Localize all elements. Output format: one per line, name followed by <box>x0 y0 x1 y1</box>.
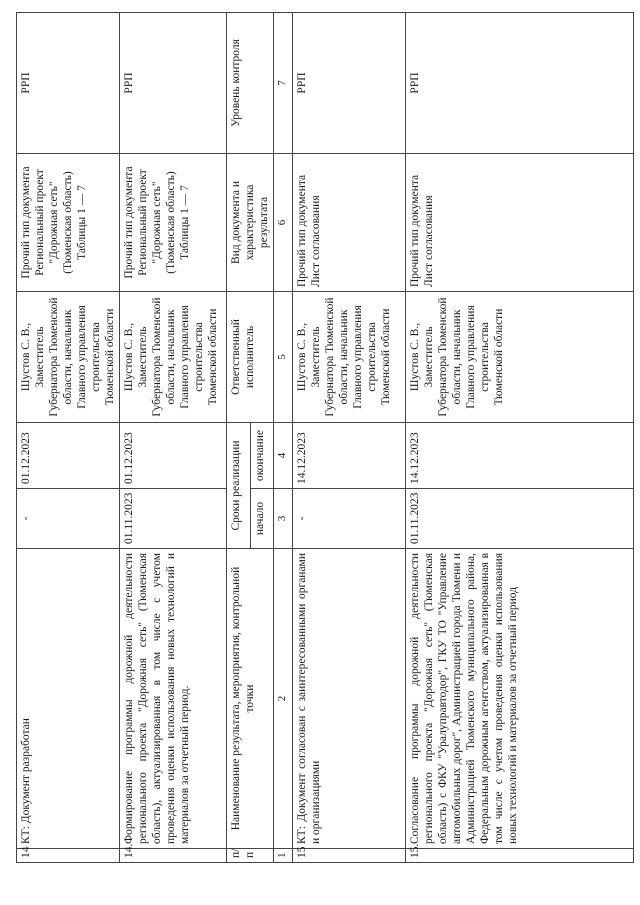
cell-num: 14. <box>120 849 227 863</box>
cell-doc: Прочий тип документа Лист согласования <box>292 154 405 292</box>
header-control: Уровень контроля <box>227 13 274 154</box>
table-row-14 <box>17 13 120 863</box>
cell-doc: Прочий тип документа Региональный проект "Дорожная сеть" (Тюменская область) Таблицы 1 — 7 <box>17 154 120 292</box>
header-doc: Вид документа и характеристика результата <box>227 154 274 292</box>
table-row-15-1 <box>405 13 633 863</box>
cell-num: 14 <box>17 849 120 863</box>
cell-name: КТ: Документ разработан <box>17 549 120 849</box>
cell-num: 15. <box>405 849 633 863</box>
header-name: Наименование результата, мероприятия, контрольной точки <box>227 549 274 849</box>
header-start: начало <box>250 489 274 549</box>
cell-control: РРП <box>17 13 120 154</box>
cell-name: КТ: Документ согласован с заинтересованными органами и организациями <box>292 549 405 849</box>
column-numbers-row <box>274 13 292 863</box>
col-number: 2 <box>274 549 292 849</box>
table-row-14-1 <box>120 13 227 863</box>
cell-control: РРП <box>292 13 405 154</box>
col-number: 5 <box>274 292 292 423</box>
table-row-15 <box>292 13 405 863</box>
cell-start: 01.11.2023 <box>120 489 227 549</box>
header-end: окончание <box>250 423 274 489</box>
cell-name: Согласование программы дорожной деятельности регионального проекта "Дорожная сеть" (Тюменская область) с ФКУ "Уралуправтодор", ГКУ ТО "Управление автомобильных дорог", Администрацией города Тюмени и Администрацией Тюменского муниципального района, Федеральным дорожным агентством, актуализированная в том числе с учетом проведения оценки использования новых технологий и материалов за отчетный период <box>405 549 633 849</box>
col-number: 4 <box>274 423 292 489</box>
cell-end: 14.12.2023 <box>292 423 405 489</box>
col-number: 3 <box>274 489 292 549</box>
col-number: 6 <box>274 154 292 292</box>
header-terms: Сроки реализации <box>227 423 251 549</box>
cell-end: 01.12.2023 <box>120 423 227 489</box>
cell-name: Формирование программы дорожной деятельности регионального проекта "Дорожная сеть" (Тюменская область), актуализированная в том числе с учетом проведения оценки использования новых технологий и материалов за отчетный период. <box>120 549 227 849</box>
cell-control: РРП <box>120 13 227 154</box>
header-num: п/п <box>227 849 274 863</box>
col-number: 7 <box>274 13 292 154</box>
cell-responsible: Шустов С. В., Заместитель Губернатора Тюменской области, начальник Главного управления строительства Тюменской области <box>17 292 120 423</box>
cell-start: - <box>17 489 120 549</box>
cell-doc: Прочий тип документа Региональный проект "Дорожная сеть" (Тюменская область) Таблицы 1 — 7 <box>120 154 227 292</box>
table-header-row <box>227 13 251 863</box>
cell-responsible: Шустов С. В., Заместитель Губернатора Тюменской области, начальник Главного управления строительства Тюменской области <box>120 292 227 423</box>
cell-responsible: Шустов С. В., Заместитель Губернатора Тюменской области, начальник Главного управления строительства Тюменской области <box>292 292 405 423</box>
results-table <box>16 12 634 863</box>
cell-start: - <box>292 489 405 549</box>
cell-control: РРП <box>405 13 633 154</box>
cell-end: 01.12.2023 <box>17 423 120 489</box>
cell-doc: Прочий тип документа Лист согласования <box>405 154 633 292</box>
cell-start: 01.11.2023 <box>405 489 633 549</box>
cell-end: 14.12.2023 <box>405 423 633 489</box>
col-number: 1 <box>274 849 292 863</box>
cell-responsible: Шустов С. В., Заместитель Губернатора Тюменской области, начальник Главного управления строительства Тюменской области <box>405 292 633 423</box>
cell-num: 15 <box>292 849 405 863</box>
header-responsible: Ответственный исполнитель <box>227 292 274 423</box>
